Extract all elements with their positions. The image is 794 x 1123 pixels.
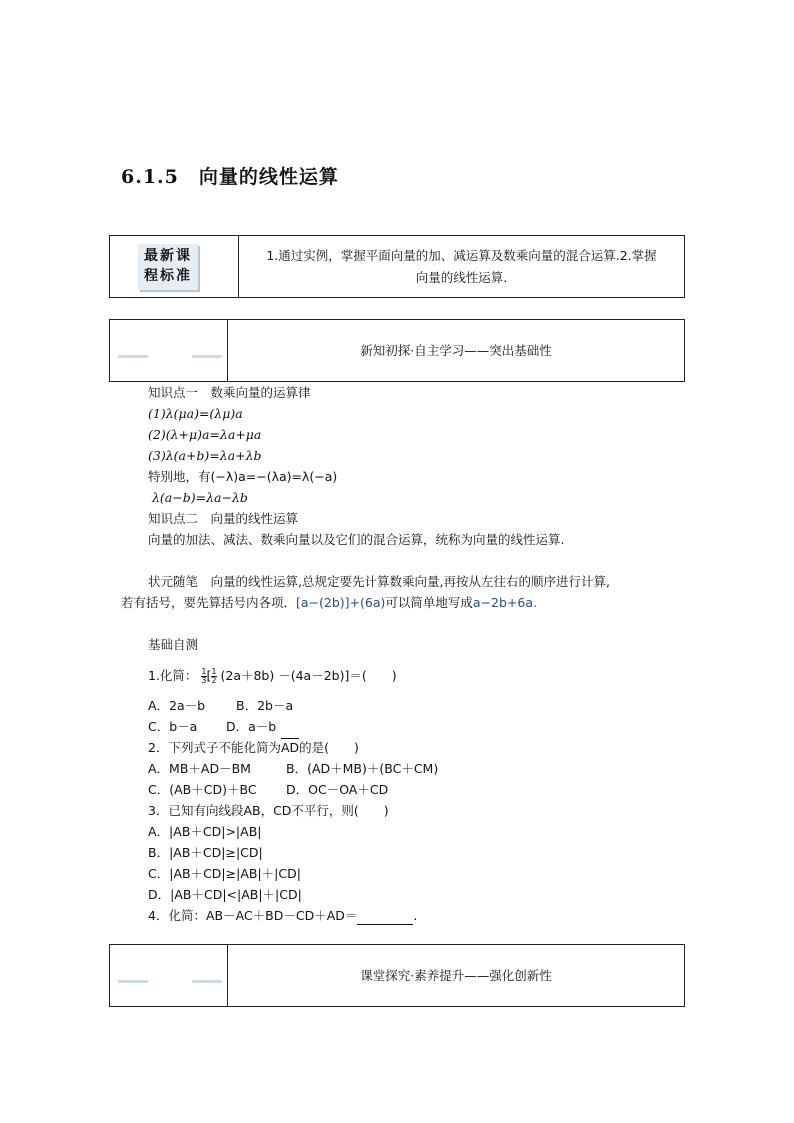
rule-2: (2)(λ+μ)a=λa+μa (148, 427, 262, 442)
note-line-2-middle: 可以简单地写成 (385, 595, 473, 610)
standard-text-line-1: 1.通过实例，掌握平面向量的加、减运算及数乘向量的混合运算.2.掌握 (266, 247, 657, 263)
note-line-2-prefix: 若有括号，要先算括号内各项． (121, 595, 297, 610)
section-label-1: 新知初探·自主学习——突出基础性 (360, 342, 552, 358)
rule-3: (3)λ(a+b)=λa+λb (148, 448, 262, 463)
decoration-bar (192, 980, 222, 983)
banner-decoration-cell (110, 945, 228, 1006)
q1-option-c: C．b－a (148, 719, 198, 734)
q1-option-b: B．2b－a (236, 698, 294, 713)
q2-option-b: B．(AD＋MB)＋(BC＋CM) (286, 761, 439, 776)
q1-stem: 1.化简： (148, 668, 198, 683)
q1-inner-frac-top: 1 (211, 667, 217, 676)
special-rule: 特别地，有(−λ)a=−(λa)=λ(−a) (148, 469, 338, 484)
q2-stem: 2．下列式子不能化简为 (148, 740, 281, 755)
standard-text-cell (239, 236, 684, 297)
kp2-title: 知识点二 向量的线性运算 (148, 511, 299, 526)
q4-stem: 4．化简：AB－AC＋BD－CD＋AD＝ (148, 908, 358, 923)
kp1-title: 知识点一 数乘向量的运算律 (148, 385, 311, 400)
curriculum-standard-box (109, 235, 685, 298)
q3-option-c: C．|AB＋CD|≥|AB|＋|CD| (148, 866, 301, 881)
banner-decoration-cell (110, 320, 228, 381)
q3-option-b: B．|AB＋CD|≥|CD| (148, 845, 263, 860)
badge-line-2: 程标准 (144, 268, 192, 284)
q1-inner-fraction (211, 668, 216, 685)
q3-option-a: A．|AB＋CD|>|AB| (148, 824, 262, 839)
standard-text-line-2: 向量的线性运算. (415, 269, 508, 285)
q1-option-d: D．a－b (226, 719, 277, 734)
rule-1: (1)λ(μa)=(λμ)a (148, 406, 243, 421)
q1-expression: (2a＋8b) －(4a－2b)]＝( ) (220, 668, 397, 683)
q1-option-a: A．2a－b (148, 698, 206, 713)
decoration-bar (118, 355, 148, 358)
q1-frac-top: 1 (201, 667, 207, 676)
q2-option-c: C．(AB＋CD)＋BC (148, 782, 257, 797)
q1-inner-frac-bottom: 2 (211, 676, 217, 685)
question-2 (148, 739, 359, 757)
q4-end: . (413, 908, 418, 923)
question-4 (148, 907, 417, 925)
q2-option-d: D．OC－OA＋CD (286, 782, 389, 797)
decoration-bar (118, 980, 148, 983)
answer-blank[interactable] (357, 912, 413, 925)
section-banner-2 (109, 944, 685, 1007)
section-label-2: 课堂探究·素养提升——强化创新性 (360, 967, 552, 983)
q2-stem-end: 的是( ) (299, 740, 359, 755)
note-line-1: 状元随笔 向量的线性运算,总规定要先计算数乘向量,再按从左往右的顺序进行计算, (148, 574, 610, 589)
badge-cell (110, 236, 239, 297)
q1-fraction (201, 668, 206, 685)
note-expression-1: [a−(2b)]+(6a) (296, 595, 386, 610)
section-banner-1 (109, 319, 685, 382)
q1-frac-bottom: 3 (201, 676, 207, 685)
note-expression-2: a−2b+6a. (472, 595, 537, 610)
page-title: 6.1.5 向量的线性运算 (121, 166, 339, 188)
question-1: 1.化简： $\frac{1}{3}$ [ $\frac{1}{2}$ (2a＋8b) －(4a－2b)]＝( ) (148, 667, 397, 685)
badge-line-1: 最新课 (144, 248, 192, 264)
selftest-heading: 基础自测 (148, 637, 199, 652)
q3-option-d: D．|AB＋CD|<|AB|＋|CD| (148, 887, 302, 902)
question-3: 3．已知有向线段AB，CD不平行，则( ) (148, 803, 389, 818)
q2-vector: AD (280, 740, 300, 755)
special-rule-2: λ(a−b)=λa−λb (152, 490, 248, 505)
note-line-2 (121, 594, 537, 612)
q2-option-a: A．MB＋AD－BM (148, 761, 251, 776)
decoration-bar (192, 355, 222, 358)
curriculum-standard-badge (138, 244, 198, 290)
kp2-text: 向量的加法、减法、数乘向量以及它们的混合运算，统称为向量的线性运算. (148, 532, 565, 547)
